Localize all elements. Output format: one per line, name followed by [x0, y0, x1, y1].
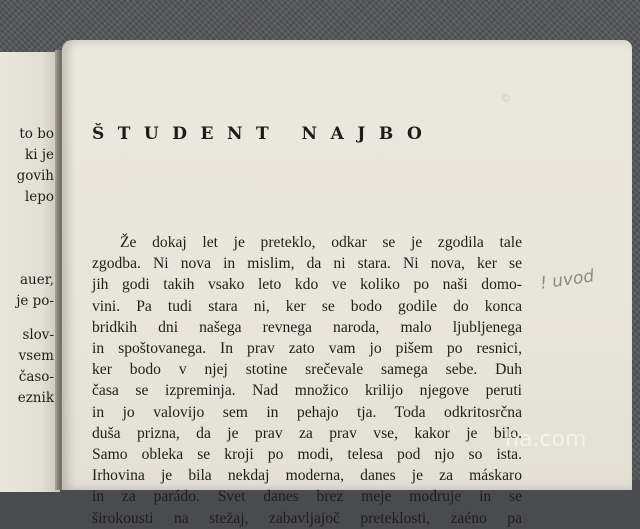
chapter-title: ŠTUDENT NAJBO [92, 124, 436, 144]
text-line: ker bodo v njej stotine srečevale samega sebe. Duh [92, 361, 522, 379]
text-line: in spoštovanega. In prav zato vam jo pišem po resnici, [92, 340, 522, 358]
left-page-fragment: govih [16, 168, 54, 184]
left-page-fragment: vsem [18, 348, 54, 364]
left-page-fragment: eznik [17, 390, 54, 406]
left-page-fragment: lepo [24, 189, 54, 205]
left-page-fragment: slov- [22, 327, 54, 343]
text-line: Že dokaj let je preteklo, odkar se je zgodila tale [120, 234, 522, 251]
left-page [0, 52, 60, 492]
text-line: zgodba. Ni nova in mislim, da ni stara. Ni nova, ker se [92, 255, 522, 273]
text-line: bridkih dni našega revnega naroda, malo ljubljenega [92, 318, 522, 336]
left-page-fragment: auer, [20, 272, 54, 288]
body-text [92, 232, 522, 529]
left-page-fragment: to bo [19, 126, 54, 142]
text-line: širokousti na stežaj, zabavljajoč preteklosti, zaéno pa [92, 509, 522, 527]
text-line: Samo obleka se kroji po modi, telesa pod njo so ista. [92, 446, 522, 464]
left-page-fragment: ki je [25, 147, 54, 163]
text-line: duša prizna, da je prav za prav vse, kakor je bilo. [92, 424, 522, 442]
left-page-fragment: časo- [18, 369, 54, 385]
text-line: Irhovina je bila nekdaj moderna, danes je za máskaro [92, 467, 522, 485]
faint-page-mark: © [500, 92, 511, 105]
handwritten-margin-note: ! uvod [538, 266, 596, 294]
text-line: in jo valovijo sem in pehajo tja. Toda odkritosrčna [92, 403, 522, 421]
left-page-fragment: je po- [16, 293, 54, 309]
text-line: vini. Pa tudi stara ni, ker se bodo godile do konca [92, 297, 522, 315]
text-line: jih godi takih vsako leto kdo ve koliko po naši domo- [92, 276, 522, 294]
watermark: ha.com [505, 427, 587, 452]
text-line: in za parádo. Svet danes brez meje modruje in se [92, 488, 522, 506]
text-line: časa se izpreminja. Nad množico krilijo njegove peruti [92, 382, 522, 400]
